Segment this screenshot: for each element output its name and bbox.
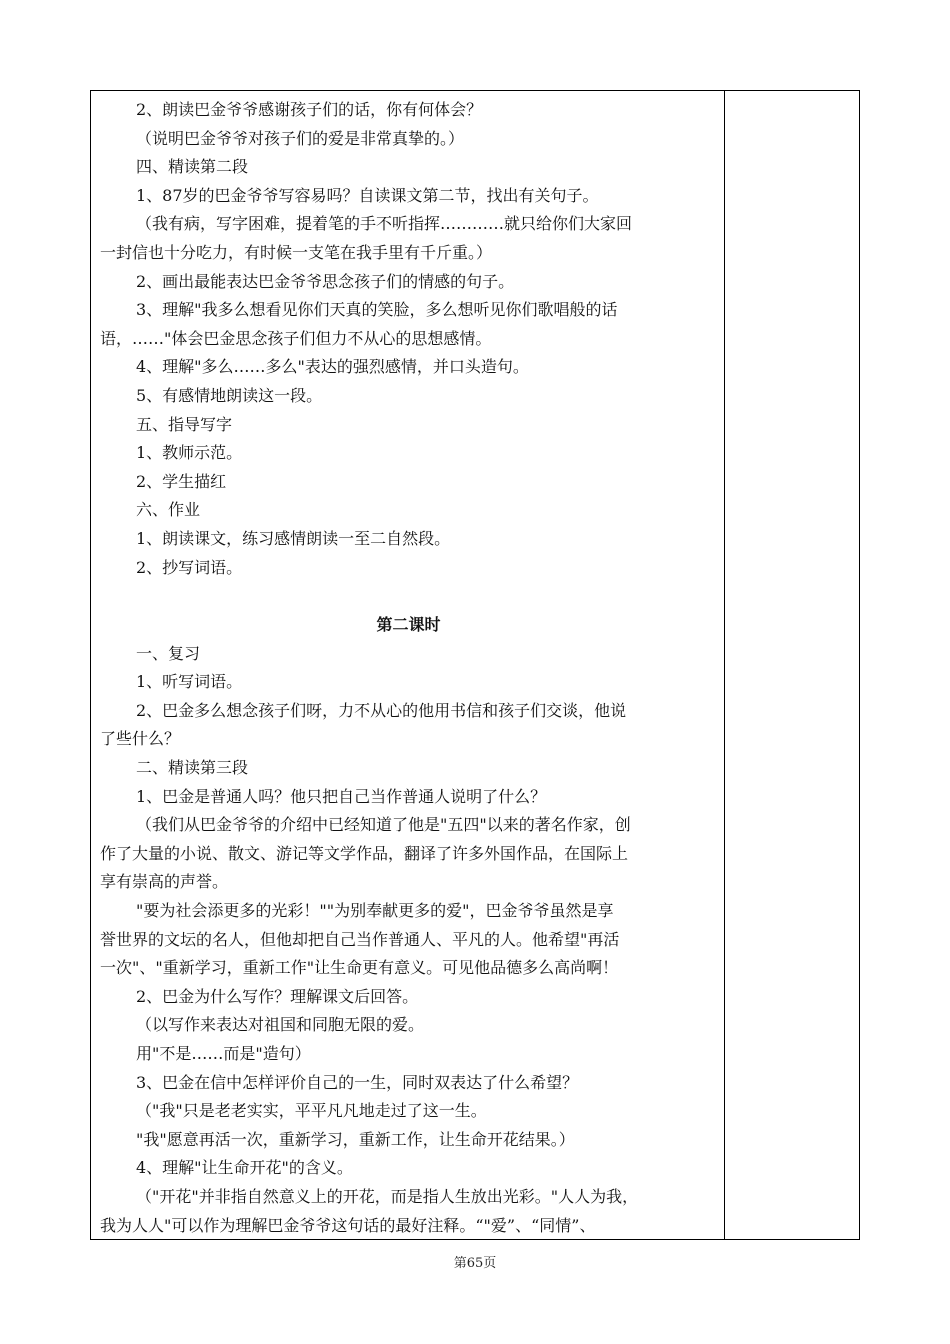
column-divider [724,91,725,1239]
text-line: 1、听写词语。 [136,672,243,692]
text-line: "要为社会添更多的光彩！""为别奉献更多的爱"，巴金爷爷虽然是享 [136,901,614,921]
text-line: 4、理解"让生命开花"的含义。 [136,1158,353,1178]
text-line: （我们从巴金爷爷的介绍中已经知道了他是"五四"以来的著名作家，创 [136,815,631,835]
text-line: 4、理解"多么……多么"表达的强烈感情，并口头造句。 [136,357,529,377]
text-line: 了些什么？ [100,729,181,749]
blank-line [100,582,717,611]
text-line: （以写作来表达对祖国和同胞无限的爱。 [136,1015,425,1035]
text-line: 二、精读第三段 [136,758,249,778]
text-line: 誉世界的文坛的名人，但他却把自己当作普通人、平凡的人。他希望"再活 [100,929,620,949]
text-line: 2、抄写词语。 [136,557,243,577]
text-line: 五、指导写字 [136,414,233,434]
lesson-table [90,90,860,1240]
page-number: 第65页 [453,1256,497,1271]
text-line: 1、朗读课文，练习感情朗读一至二自然段。 [136,528,451,548]
lesson2-heading: 第二课时 [376,615,441,635]
text-line: （"开花"并非指自然意义上的开花，而是指人生放出光彩。"人人为我， [136,1186,639,1206]
text-line: 2、朗读巴金爷爷感谢孩子们的话，你有何体会？ [136,100,483,119]
lesson-part-two [100,640,717,1240]
text-line: 一次"、"重新学习，重新工作"让生命更有意义。可见他品德多么高尚啊！ [100,958,619,978]
text-line: 3、理解"我多么想看见你们天真的笑脸，多么想听见你们歌唱般的话 [136,300,618,320]
text-line: 我为人人"可以作为理解巴金爷爷这句话的最好注释。“"爱”、“同情”、 [100,1215,596,1235]
text-line: "我"愿意再活一次，重新学习，重新工作，让生命开花结果。） [136,1129,575,1149]
lesson-content-cell [91,91,724,1240]
text-line: 一、复习 [136,643,201,663]
text-line: （"我"只是老老实实，平平凡凡地走过了这一生。 [136,1101,487,1121]
text-line: 作了大量的小说、散文、游记等文学作品，翻译了许多外国作品，在国际上 [100,843,629,863]
text-line: 1、教师示范。 [136,443,243,463]
text-line: 2、巴金为什么写作？理解课文后回答。 [136,986,419,1006]
text-line: 四、精读第二段 [136,157,249,177]
text-line: 2、学生描红 [136,471,227,491]
text-line: 享有崇高的声誉。 [100,872,229,892]
text-line: 1、巴金是普通人吗？他只把自己当作普通人说明了什么？ [136,786,547,806]
text-line: 用"不是……而是"造句） [136,1044,311,1063]
text-line: 5、有感情地朗读这一段。 [136,385,323,405]
text-line: 六、作业 [136,500,201,520]
text-line: 2、巴金多么想念孩子们呀，力不从心的他用书信和孩子们交谈，他说 [136,700,627,720]
text-line: （我有病，写字困难，提着笔的手不听指挥…………就只给你们大家回 [136,214,633,234]
text-line: 3、巴金在信中怎样评价自己的一生，同时双表达了什么希望？ [136,1072,579,1092]
text-line: 2、画出最能表达巴金爷爷思念孩子们的情感的句子。 [136,271,515,291]
text-line: （说明巴金爷爷对孩子们的爱是非常真挚的。） [136,128,465,148]
text-line: 1、87岁的巴金爷爷写容易吗？自读课文第二节，找出有关句子。 [136,185,599,205]
lesson-part-one [100,96,717,582]
text-line: 语，……"体会巴金思念孩子们但力不从心的思想感情。 [100,328,492,348]
text-line: 一封信也十分吃力，有时候一支笔在我手里有千斤重。） [100,242,493,262]
